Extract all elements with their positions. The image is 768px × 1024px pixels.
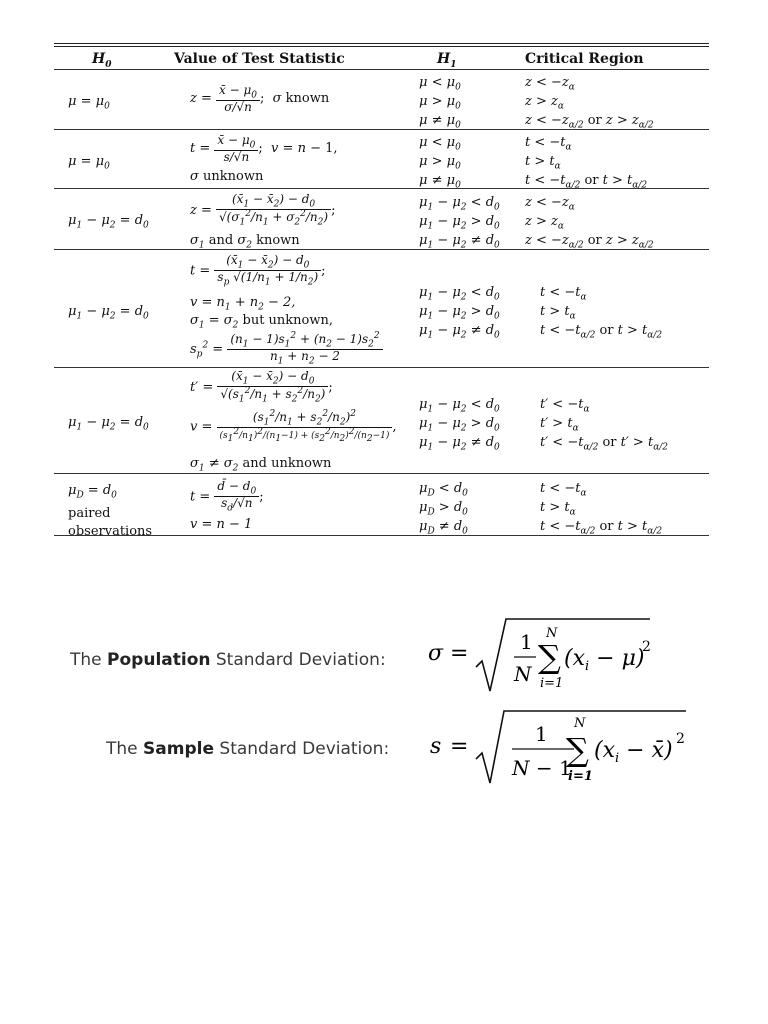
svg-text:∑: ∑ [538,638,561,676]
svg-text:∑: ∑ [566,731,589,769]
svg-text:=: = [450,734,469,759]
svg-text:i=1: i=1 [568,769,593,784]
svg-text:N: N [514,662,532,686]
svg-text:(xi − x̄): ($x_i$ − x̄) [594,738,673,766]
svg-text:1: 1 [535,722,548,746]
svg-text:=: = [450,641,469,666]
row4-h1: $\mu_1 - \mu_2 < d_0$ $\mu_1 - \mu_2 > d_0$ $\mu_1 - \mu_2 \ne d_0$ [419,285,500,341]
header-h1: $H_1$ [437,51,457,70]
svg-text:s: s [430,734,442,759]
row2-condition: σ unknown [190,169,264,184]
svg-text:σ: σ [428,641,444,666]
table-row [54,129,709,189]
svg-text:1: 1 [520,630,533,654]
row4-critical-region: $t < -t_\alpha$ $t > t_\alpha$ $t < -t_{\alpha/2}$ or $t > t_{\alpha/2}$ [540,285,663,341]
row4-statistic: t = $\frac{(x̄_1 - x̄_2) - d_0}{s_p √(1/n_1 + 1/n_2)}$ ; [190,253,326,288]
header-critical-region: Critical Region [525,51,644,67]
row6-critical-region: $t < -t_\alpha$ $t > t_\alpha$ $t < -t_{\alpha/2}$ or $t > t_{\alpha/2}$ [540,481,663,537]
table-row [54,249,709,368]
header-h0: $H_0$ [92,51,112,70]
row5-statistic: t′ = $\frac{(x̄_1 - x̄_2) - d_0}{√(s_1^2/n_1 + s_2^2/n_2)}$ ; [190,369,333,405]
svg-text:2: 2 [676,731,685,747]
row5-df: v = $\frac{(s_1^2/n_1 + s_2^2/n_2)^2}{(s_1^2/n_1)^2/(n_1-1) + (s_2^2/n_2)^2/(n_2-1)}$ , [190,409,397,445]
table-row [54,188,709,250]
svg-text:N: N [574,716,586,731]
svg-text:i=1: i=1 [540,676,564,691]
table-top-rule-2 [54,46,709,47]
row2-critical-region: $t < -t_\alpha$ $t > t_\alpha$ $t < -t_{\alpha/2}$ or $t > t_{\alpha/2}$ [525,135,648,191]
row2-h0: $\mu = \mu_0$ [68,154,110,172]
row1-statistic: z = $\frac{x̄ - \mu_0}{\sigma/√n}$ ; σ known [190,83,330,115]
row3-statistic: z = $\frac{(x̄_1 - x̄_2) - d_0}{√(\sigma_1^2/n_1 + \sigma_2^2/n_2)}$ ; [190,192,336,228]
svg-text:N: N [546,626,558,641]
header-test-statistic: Value of Test Statistic [174,51,345,67]
row1-h1: $\mu < \mu_0$ $\mu > \mu_0$ $\mu \ne \mu_0$ [419,75,461,131]
population-sd-formula [428,615,668,695]
row6-statistic: t = $\frac{d̄ - d_0}{s_d/√n}$ ; [190,479,264,514]
sample-sd-formula [428,705,690,787]
population-sd-label: The Population Standard Deviation: [70,650,386,670]
svg-text:2: 2 [642,639,651,655]
sample-sd-label: The Sample Standard Deviation: [106,739,390,759]
table-row [54,69,709,130]
svg-text:(xi − μ): $(x_i - \mu)$ [564,646,645,674]
row6-h1: $\mu_D < d_0$ $\mu_D > d_0$ $\mu_D \ne d_0$ [419,481,468,537]
svg-text:N − 1: N − 1 [512,756,572,780]
row4-condition: $\sigma_1 = \sigma_2$ but unknown, [190,313,334,331]
row1-h0: $\mu = \mu_0$ [68,94,110,112]
row5-h1: $\mu_1 - \mu_2 < d_0$ $\mu_1 - \mu_2 > d_0$ $\mu_1 - \mu_2 \ne d_0$ [419,397,500,453]
row3-h0: $\mu_1 - \mu_2 = d_0$ [68,213,149,231]
row3-critical-region: $z < -z_\alpha$ $z > z_\alpha$ $z < -z_{\alpha/2}$ or $z > z_{\alpha/2}$ [525,195,654,251]
table-row [54,367,709,474]
row5-h0: $\mu_1 - \mu_2 = d_0$ [68,415,149,433]
row3-h1: $\mu_1 - \mu_2 < d_0$ $\mu_1 - \mu_2 > d_0$ $\mu_1 - \mu_2 \ne d_0$ [419,195,500,251]
row6-df: v = n − 1 [190,517,253,532]
row2-h1: $\mu < \mu_0$ $\mu > \mu_0$ $\mu \ne \mu_0$ [419,135,461,191]
row5-condition: $\sigma_1 \ne \sigma_2$ and unknown [190,456,332,474]
row6-h0: $\mu_D = d_0$ paired observations [68,483,153,539]
table-row [54,473,709,539]
row4-pooled-variance: $s_p^2$ = $\frac{(n_1 - 1)s_1^2 + (n_2 - 1)s_2^2}{n_1 + n_2 - 2}$ [190,332,383,367]
row4-h0: $\mu_1 - \mu_2 = d_0$ [68,304,149,322]
row4-df: $v = n_1 + n_2 - 2$, [190,295,296,313]
table-top-rule [54,43,709,44]
row3-condition: $\sigma_1$ and $\sigma_2$ known [190,233,300,251]
row2-statistic: t = $\frac{x̄ - \mu_0}{s/√n}$ ; v = n − 1, [190,133,338,165]
row5-critical-region: $t' < -t_\alpha$ $t' > t_\alpha$ $t' < -t_{\alpha/2}$ or $t' > t_{\alpha/2}$ [540,397,669,453]
row1-critical-region: $z < -z_\alpha$ $z > z_\alpha$ $z < -z_{\alpha/2}$ or $z > z_{\alpha/2}$ [525,75,654,131]
